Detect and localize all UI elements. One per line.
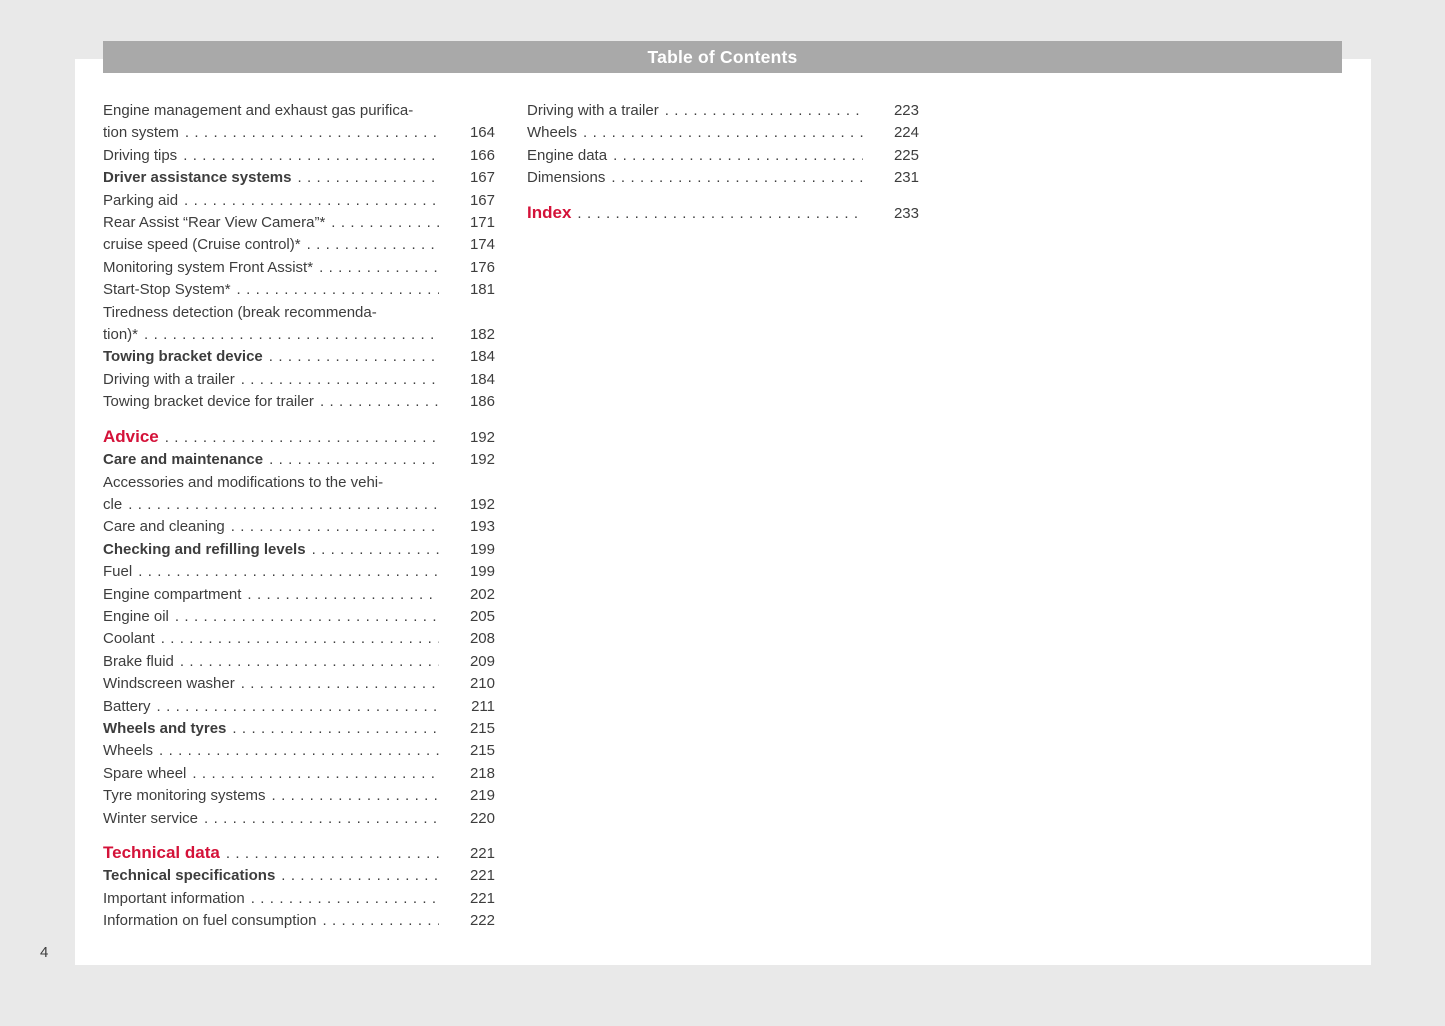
toc-entry-label: cruise speed (Cruise control)* [103, 236, 301, 254]
toc-entry-label: Battery [103, 697, 151, 715]
dot-leader [180, 651, 439, 673]
toc-entry-page: 192 [469, 451, 495, 469]
toc-entry-row [103, 190, 495, 212]
toc-entry-page: 171 [469, 214, 495, 232]
dot-leader [183, 145, 439, 167]
toc-entry-label: Wheels [527, 124, 578, 142]
toc-entry-page: 202 [469, 585, 495, 603]
toc-entry-label: Engine oil [103, 607, 169, 625]
toc-entry-label: Rear Assist “Rear View Camera”* [103, 214, 326, 232]
dot-leader [241, 673, 439, 695]
dot-leader [307, 234, 439, 256]
dot-leader [204, 808, 439, 830]
toc-columns [103, 100, 919, 933]
toc-entry-page: 215 [469, 742, 495, 760]
dot-leader [159, 740, 439, 762]
toc-entry-page: 223 [893, 102, 919, 119]
toc-entry-label: Important information [103, 889, 245, 907]
toc-entry-page: 231 [893, 169, 919, 187]
toc-entry [103, 257, 495, 279]
toc-entry-row [103, 426, 495, 449]
dot-leader [175, 606, 439, 628]
toc-entry-page: 174 [469, 236, 495, 254]
toc-entry-row [103, 346, 495, 368]
toc-entry-page: 193 [469, 518, 495, 536]
toc-entry-row [103, 167, 495, 189]
toc-entry [103, 369, 495, 391]
toc-entry-row [527, 202, 919, 225]
toc-entry-page: 164 [469, 124, 495, 142]
toc-entry [103, 865, 495, 887]
toc-entry-label: Coolant [103, 630, 155, 648]
toc-entry-row [527, 145, 919, 167]
toc-entry-page: 210 [469, 675, 495, 693]
toc-entry-row [103, 212, 495, 234]
toc-entry [103, 145, 495, 167]
toc-entry-label: Care and cleaning [103, 518, 225, 536]
toc-entry-label: Checking and refilling levels [103, 540, 306, 558]
dot-leader [184, 190, 439, 212]
dot-leader [281, 865, 439, 887]
toc-entry-page: 211 [471, 697, 495, 715]
toc-entry-label: Driving with a trailer [527, 102, 659, 119]
dot-leader [312, 539, 439, 561]
toc-entry-label: Parking aid [103, 191, 179, 209]
toc-entry-label: Windscreen washer [103, 675, 235, 693]
toc-entry [103, 888, 495, 910]
toc-entry-label: Engine compartment [103, 585, 242, 603]
dot-leader [237, 279, 439, 301]
toc-entry-row [103, 718, 495, 740]
dot-leader [247, 584, 439, 606]
toc-entry-page: 184 [469, 348, 495, 366]
toc-entry-label: Winter service [103, 809, 199, 827]
toc-entry-row [103, 561, 495, 583]
toc-entry [527, 145, 919, 167]
toc-entry [103, 234, 495, 256]
toc-entry-label: Wheels [103, 742, 154, 760]
toc-entry-label-line1: Tiredness detection (break recommenda- [103, 303, 377, 321]
dot-leader [138, 561, 439, 583]
toc-entry-page: 218 [469, 764, 495, 782]
dot-leader [611, 167, 863, 189]
toc-entry [527, 202, 919, 225]
toc-entry-label: Fuel [103, 563, 133, 581]
dot-leader [165, 427, 439, 449]
toc-entry-label: tion system [103, 124, 179, 142]
toc-entry [103, 449, 495, 471]
toc-entry-page: 192 [469, 428, 495, 446]
toc-entry-row [527, 167, 919, 189]
toc-entry-page: 225 [893, 146, 919, 164]
toc-entry-row [103, 842, 495, 865]
toc-entry-page: 224 [893, 124, 919, 142]
toc-entry [103, 472, 495, 517]
toc-entry-row [103, 606, 495, 628]
toc-entry-label: Monitoring system Front Assist* [103, 258, 314, 276]
dot-leader [331, 212, 439, 234]
toc-entry-page: 167 [469, 169, 495, 187]
toc-entry-label: Driving with a trailer [103, 370, 235, 388]
toc-entry-label: Advice [103, 426, 159, 446]
toc-entry-row [103, 888, 495, 910]
toc-entry-label: Technical specifications [103, 867, 276, 885]
toc-entry [103, 584, 495, 606]
toc-entry-row [103, 539, 495, 561]
toc-entry [103, 212, 495, 234]
toc-entry-row [527, 122, 919, 144]
dot-leader [251, 888, 439, 910]
toc-entry [103, 606, 495, 628]
toc-entry [103, 167, 495, 189]
page-number: 4 [40, 944, 49, 961]
toc-entry-row [103, 584, 495, 606]
toc-entry-label: Driver assistance systems [103, 169, 292, 187]
toc-entry-row [103, 673, 495, 695]
dot-leader [613, 145, 863, 167]
toc-entry-row [103, 763, 495, 785]
toc-entry-row [103, 628, 495, 650]
dot-leader [322, 910, 439, 932]
toc-entry-label: Information on fuel consumption [103, 912, 317, 930]
toc-entry-page: 221 [469, 867, 495, 885]
toc-entry [103, 696, 495, 718]
toc-entry [103, 426, 495, 449]
toc-entry [527, 100, 919, 122]
toc-entry [103, 718, 495, 740]
toc-entry-label-line1: Engine management and exhaust gas purifica- [103, 102, 414, 119]
toc-entry-label: Wheels and tyres [103, 719, 227, 737]
toc-entry-row [103, 234, 495, 256]
toc-entry-row [103, 651, 495, 673]
toc-entry-row [103, 516, 495, 538]
toc-entry-page: 176 [469, 258, 495, 276]
toc-entry-page: 199 [469, 563, 495, 581]
toc-entry-page: 181 [469, 281, 495, 299]
toc-entry [103, 539, 495, 561]
toc-entry [103, 516, 495, 538]
toc-entry [103, 785, 495, 807]
toc-entry-page: 208 [469, 630, 495, 648]
toc-entry-label: Brake fluid [103, 652, 174, 670]
toc-entry-row [103, 369, 495, 391]
dot-leader [161, 628, 439, 650]
toc-entry [103, 302, 495, 347]
toc-column-left [103, 100, 495, 933]
toc-entry-label: tion)* [103, 326, 139, 344]
toc-entry-row [527, 100, 919, 122]
toc-entry [103, 100, 495, 145]
dot-leader [272, 785, 439, 807]
toc-entry-label-line1: Accessories and modifications to the vehi- [103, 473, 384, 491]
dot-leader [192, 763, 439, 785]
toc-entry-label: Towing bracket device [103, 348, 263, 366]
toc-entry-row [103, 865, 495, 887]
dot-leader [231, 516, 439, 538]
toc-column-right [527, 100, 919, 933]
toc-entry-page: 221 [469, 889, 495, 907]
toc-entry [103, 391, 495, 413]
toc-entry-row [103, 257, 495, 279]
dot-leader [144, 324, 439, 346]
toc-entry [527, 167, 919, 189]
toc-entry-row [103, 391, 495, 413]
toc-entry [103, 808, 495, 830]
toc-entry-page: 199 [469, 540, 495, 558]
toc-entry [103, 561, 495, 583]
dot-leader [583, 122, 863, 144]
toc-entry-row [103, 279, 495, 301]
toc-entry-label: Towing bracket device for trailer [103, 393, 314, 411]
toc-entry [103, 651, 495, 673]
dot-leader [128, 494, 439, 516]
toc-entry [103, 673, 495, 695]
dot-leader [232, 718, 439, 740]
toc-entry-label: Index [527, 202, 572, 222]
toc-entry-row [103, 910, 495, 932]
dot-leader [226, 843, 439, 865]
dot-leader [577, 203, 863, 225]
page-title: Table of Contents [647, 46, 798, 67]
toc-entry-label: Technical data [103, 843, 220, 862]
toc-entry-page: 221 [469, 845, 495, 862]
dot-leader [297, 167, 439, 189]
dot-leader [185, 122, 439, 144]
toc-entry-page: 166 [469, 146, 495, 164]
toc-entry-page: 182 [469, 326, 495, 344]
toc-entry-label: Tyre monitoring systems [103, 787, 266, 805]
toc-entry [103, 190, 495, 212]
toc-entry-row [103, 449, 495, 471]
toc-entry-label: Engine data [527, 146, 608, 164]
page-header-bar [103, 41, 1342, 73]
toc-entry-label: Dimensions [527, 169, 606, 187]
toc-entry-row [103, 145, 495, 167]
toc-entry [103, 279, 495, 301]
toc-entry-row [103, 740, 495, 762]
toc-entry-page: 209 [469, 652, 495, 670]
dot-leader [320, 391, 439, 413]
dot-leader [665, 100, 863, 122]
dot-leader [241, 369, 439, 391]
toc-entry-page: 219 [469, 787, 495, 805]
toc-entry-row [103, 324, 495, 346]
toc-entry [103, 842, 495, 865]
toc-entry-row [103, 494, 495, 516]
toc-entry-page: 205 [469, 607, 495, 625]
toc-entry-page: 184 [469, 370, 495, 388]
toc-entry [103, 740, 495, 762]
toc-entry [103, 763, 495, 785]
toc-entry-row [103, 696, 495, 718]
toc-entry-label: Start-Stop System* [103, 281, 231, 299]
toc-entry-label: Care and maintenance [103, 451, 264, 469]
dot-leader [157, 696, 439, 718]
dot-leader [319, 257, 439, 279]
toc-entry-row [103, 785, 495, 807]
toc-entry-label: cle [103, 495, 123, 513]
toc-entry-page: 222 [469, 912, 495, 930]
toc-entry-page: 192 [469, 495, 495, 513]
toc-entry [527, 122, 919, 144]
toc-entry-page: 215 [469, 719, 495, 737]
toc-entry-label: Spare wheel [103, 764, 187, 782]
toc-entry [103, 628, 495, 650]
toc-entry-row [103, 122, 495, 144]
toc-entry-page: 167 [469, 191, 495, 209]
toc-entry-label: Driving tips [103, 146, 178, 164]
toc-entry-page: 233 [893, 204, 919, 222]
dot-leader [269, 346, 439, 368]
toc-entry-page: 220 [469, 809, 495, 827]
toc-entry [103, 910, 495, 932]
toc-entry [103, 346, 495, 368]
toc-entry-row [103, 808, 495, 830]
toc-entry-page: 186 [469, 393, 495, 411]
dot-leader [269, 449, 439, 471]
